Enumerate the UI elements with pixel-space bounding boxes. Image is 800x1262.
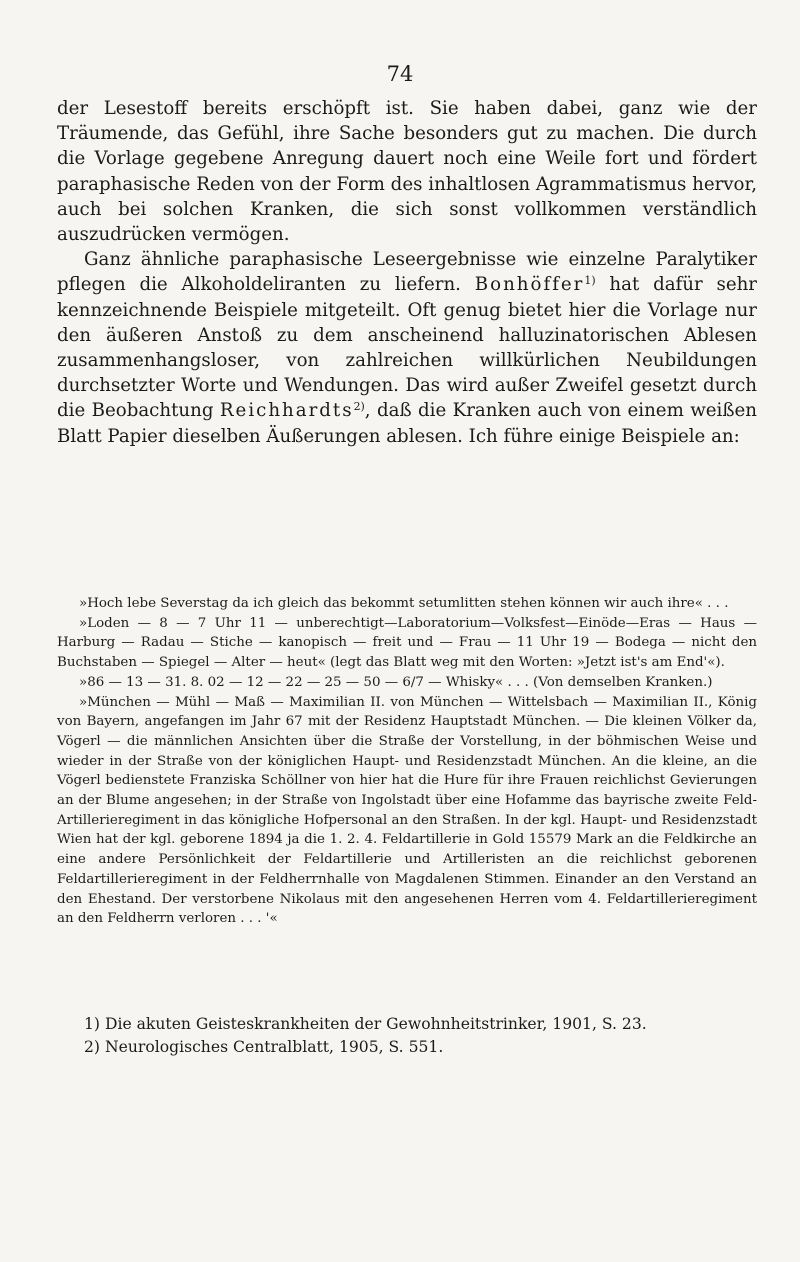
main-text [57, 96, 757, 449]
paragraph-2-part-1: Ganz ähnliche paraphasische Leseergebnisse wie einzelne Paralytiker pflegen die Alkoholdeliranten zu liefern. [57, 249, 757, 296]
page-number: 74 [386, 62, 414, 86]
author-name-reichhardt: Reichhardts [219, 400, 354, 422]
quote-example-2: »Loden — 8 — 7 Uhr 11 — unberechtigt—Laboratorium—Volksfest—Einöde—Eras — Haus — Harburg — Radau — Stiche — kanopisch — freit und — Frau — 11 Uhr 19 — Bodega — nicht den Buchstaben — Spiegel — Alter — heut« (legt das Blatt weg mit den Worten: »Jetzt ist's am End'«). [57, 615, 757, 671]
paragraph-1: der Lesestoff bereits erschöpft ist. Sie haben dabei, ganz wie der Träumende, das Gefühl, ihre Sache besonders gut zu machen. Die durch die Vorlage gegebene Anregung dauert noch eine Weile fort und fördert paraphasische Reden von der Form des inhaltlosen Agrammatismus hervor, auch bei solchen Kranken, die sich sonst vollkommen verständlich auszudrücken vermögen. [57, 98, 757, 246]
quote-example-1: »Hoch lebe Severstag da ich gleich das bekommt setumlitten stehen können wir auch ihre« . . . [79, 596, 729, 611]
quote-example-4: »München — Mühl — Maß — Maximilian II. von München — Wittelsbach — Maximilian II., König von Bayern, angefangen im Jahr 67 mit der Residenz Hauptstadt München. — Die kleinen Völker da, Vögerl — die männlichen Ansichten über die Straße der Vorstellung, in der böhmischen Weise und wieder in der Straße von der königlichen Haupt- und Residenzstadt München. An die kleine, an die Vögerl bedienstete Franziska Schöllner von hier hat die Hure für ihre Frauen reichlichst Gevierungen an der Blume angesehen; in der Straße von Ingolstadt über eine Hofamme das bayrische zweite Feld-Artillerieregiment in das königliche Hofpersonal an den Straßen. In der kgl. Haupt- und Residenzstadt Wien hat der kgl. geborene 1894 ja die 1. 2. 4. Feldartillerie in Gold 15579 Mark an die Feldkirche an eine andere Persönlichkeit der Feldartillerie und Artilleristen an die reichlichst geborenen Feldartillerieregiment in der Feldherrnhalle von Magdalenen Stimmen. Einander an den Verstand an den Ehestand. Der verstorbene Nikolaus mit den angesehenen Herren vom 4. Feldartillerieregiment an den Feldherrn verloren . . . '« [57, 694, 757, 927]
quote-example-3: »86 — 13 — 31. 8. 02 — 12 — 22 — 25 — 50 — 6/7 — Whisky« . . . (Von demselben Kranken.) [79, 674, 713, 690]
paragraph-2 [57, 247, 757, 449]
footnote-1: 1) Die akuten Geisteskrankheiten der Gewohnheitstrinker, 1901, S. 23. [84, 1015, 647, 1033]
footnote-ref-2: 2) [353, 400, 365, 414]
quoted-examples [57, 594, 757, 929]
paragraph-2-part-2: hat dafür sehr kennzeichnende Beispiele mitgeteilt. Oft genug bietet hier die Vorlage nur den äußeren Anstoß zu dem anscheinend halluzinatorischen Ablesen zusammenhangsloser, von zahlreichen willkürlichen Neubildungen durchsetzter Worte und Wendungen. Das wird außer Zweifel gesetzt durch die Beobachtung [57, 274, 758, 422]
footnote-2: 2) Neurologisches Centralblatt, 1905, S. 551. [84, 1038, 444, 1056]
footnote-ref-1: 1) [584, 274, 596, 288]
paragraph-2-part-3: , daß die Kranken auch von einem weißen Blatt Papier dieselben Äußerungen ablesen. Ich führe einige Beispiele an: [57, 400, 757, 447]
author-name-bonhoeffer: Bonhöffer [474, 274, 585, 296]
footnotes [57, 1013, 757, 1059]
